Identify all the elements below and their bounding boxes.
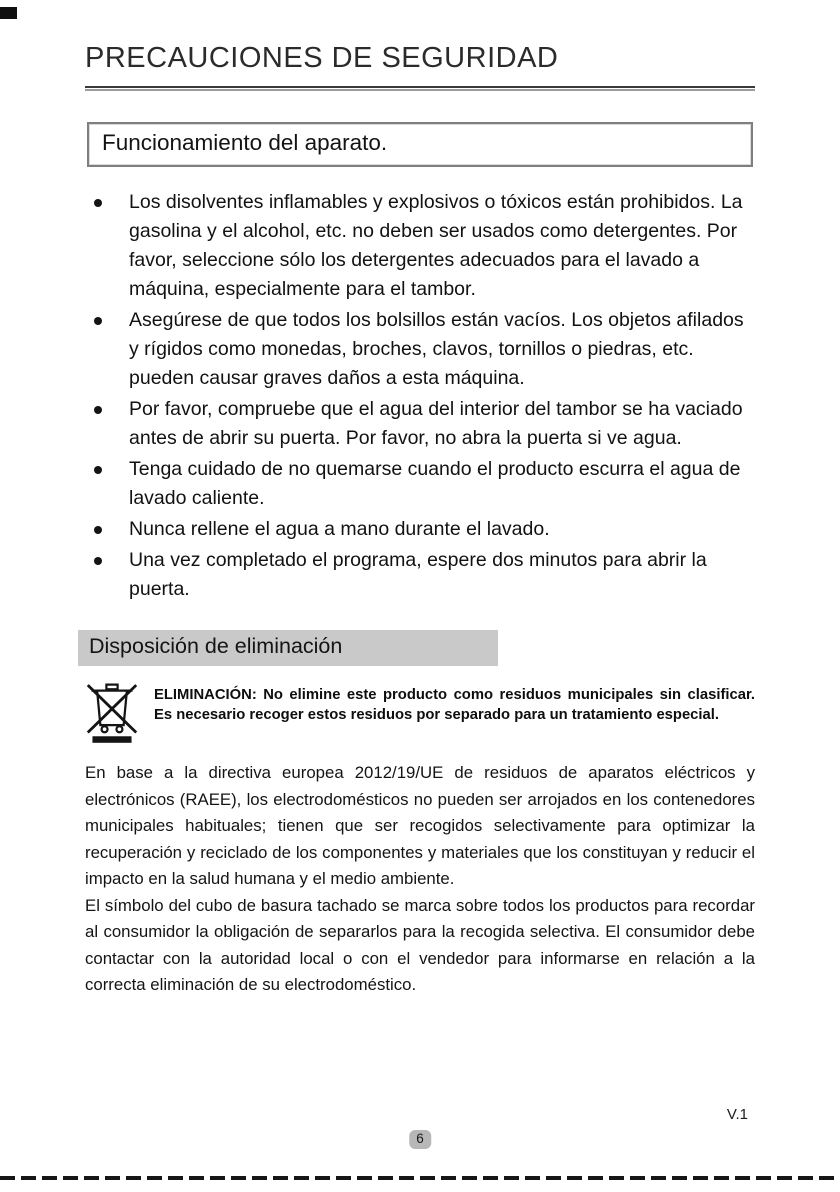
section-heading-disposal: Disposición de eliminación <box>78 630 498 666</box>
bullet-text: Por favor, compruebe que el agua del interior del tambor se ha vaciado antes de abrir su puerta. Por favor, no abra la puerta si ve agua. <box>129 398 743 449</box>
disposal-paragraph: En base a la directiva europea 2012/19/UE de residuos de aparatos eléctricos y electrónicos (RAEE), los electrodomésticos no pueden ser arrojados en los contenedores municipales habituales; tienen que ser recogidos selectivamente para optimizar la recuperación y reciclado de los componentes y materiales que los constituyan y reducir el impacto en la salud humana y el medio ambiente. <box>85 763 755 888</box>
bullet-marker-icon <box>94 526 102 534</box>
bullet-text: Tenga cuidado de no quemarse cuando el producto escurra el agua de lavado caliente. <box>129 458 741 509</box>
bullet-text: Nunca rellene el agua a mano durante el lavado. <box>129 518 550 540</box>
bullet-item <box>85 546 755 604</box>
scan-artifact <box>0 7 17 19</box>
bullet-marker-icon <box>94 317 102 325</box>
disposal-notice-row <box>85 681 755 749</box>
bullet-text: Asegúrese de que todos los bolsillos están vacíos. Los objetos afilados y rígidos como monedas, broches, clavos, tornillos o piedras, etc. pueden causar graves daños a esta máquina. <box>129 309 744 389</box>
bullet-item <box>85 455 755 513</box>
bullet-marker-icon <box>94 557 102 565</box>
bullet-marker-icon <box>94 406 102 414</box>
bullet-item <box>85 188 755 304</box>
page-title: PRECAUCIONES DE SEGURIDAD <box>85 42 559 74</box>
bullet-marker-icon <box>94 466 102 474</box>
version-label: V.1 <box>726 1106 748 1123</box>
bullet-item <box>85 515 755 544</box>
disposal-paragraph: El símbolo del cubo de basura tachado se marca sobre todos los productos para recordar al consumidor la obligación de separarlos para la recogida selectiva. El consumidor debe contactar con la autoridad local o con el vendedor para informarse en relación a la correcta eliminación de su electrodoméstico. <box>85 895 755 994</box>
bullet-item <box>85 395 755 453</box>
page-number-badge: 6 <box>409 1130 431 1149</box>
bullet-marker-icon <box>94 199 102 207</box>
disposal-notice-text: ELIMINACIÓN: No elimine este producto como residuos municipales sin clasificar. Es necesario recoger estos residuos por separado para un tratamiento especial. <box>154 687 755 723</box>
title-divider <box>85 86 755 88</box>
operation-bullet-list <box>85 188 755 604</box>
disposal-body <box>85 760 755 999</box>
section-heading-operation: Funcionamiento del aparato. <box>87 122 753 167</box>
bullet-text: Los disolventes inflamables y explosivos o tóxicos están prohibidos. La gasolina y el alcohol, etc. no deben ser usados como detergentes. Por favor, seleccione sólo los detergentes adecuados para el lavado a máquina, especialmente para el tambor. <box>129 191 743 300</box>
weee-crossed-bin-icon <box>85 681 141 749</box>
bullet-item <box>85 306 755 393</box>
bullet-text: Una vez completado el programa, espere dos minutos para abrir la puerta. <box>129 549 707 600</box>
page-bottom-edge <box>0 1176 840 1180</box>
